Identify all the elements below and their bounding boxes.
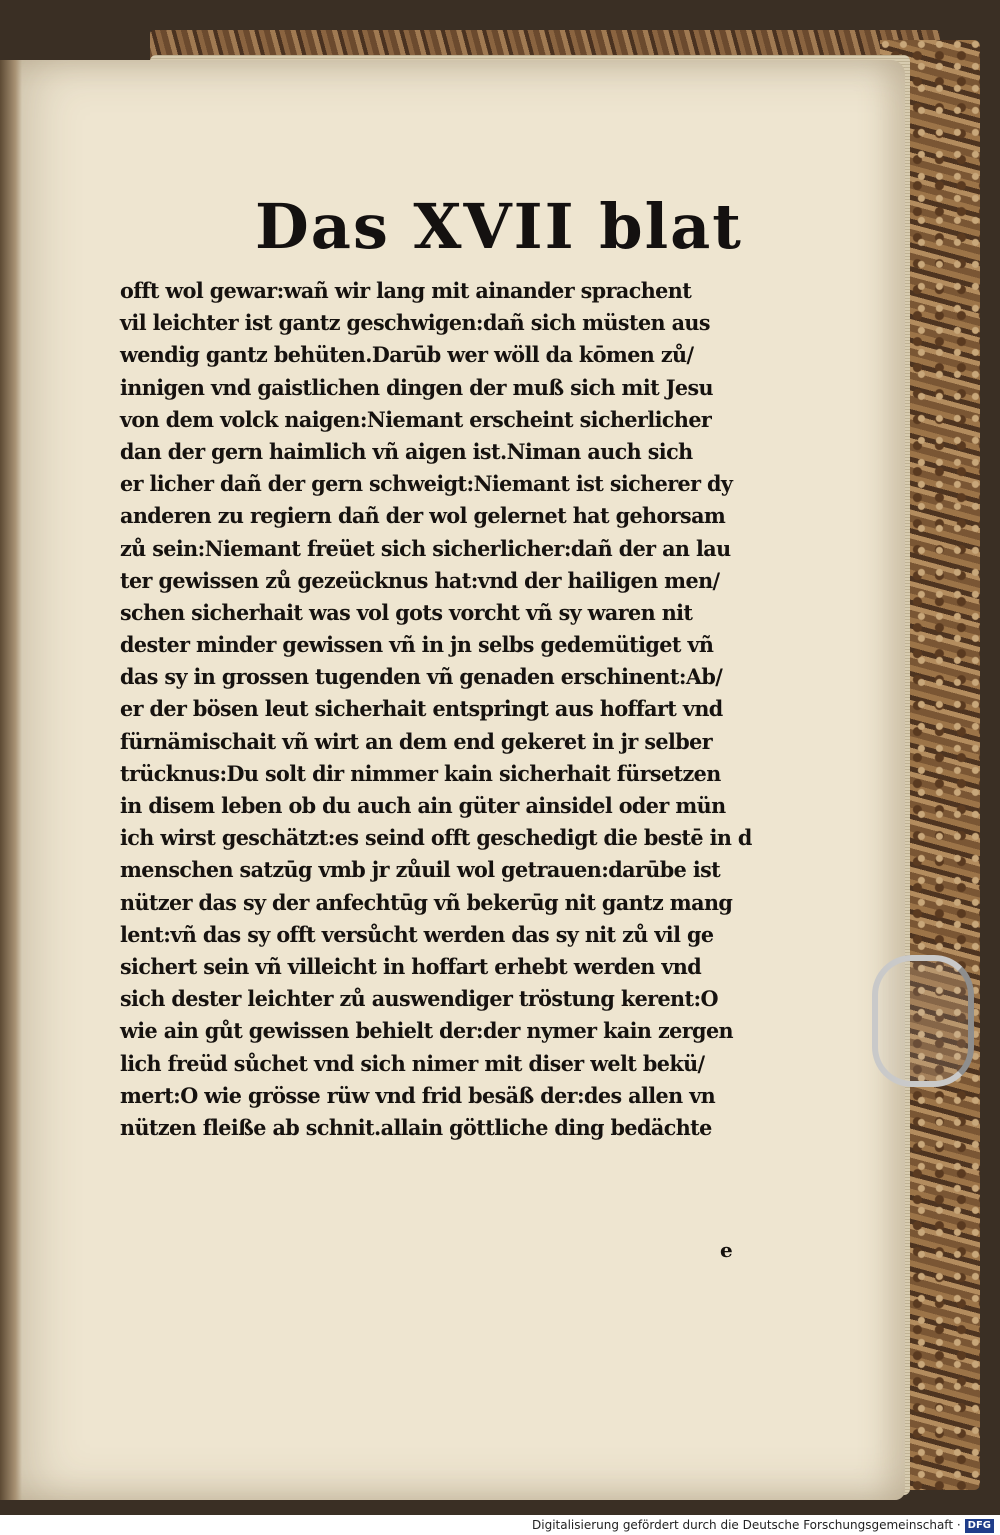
- paper-clip: [872, 955, 974, 1087]
- dfg-logo: DFG: [965, 1519, 994, 1533]
- text-line: er licher dañ der gern schweigt:Niemant ist sicherer dy: [120, 471, 733, 497]
- text-line: dester minder gewissen vñ in jn selbs gedemütiget vñ: [120, 632, 714, 658]
- text-line: innigen vnd gaistlichen dingen der muß sich mit Jesu: [120, 374, 714, 400]
- text-line: schen sicherhait was vol gots vorcht vñ sy waren nit: [120, 599, 693, 625]
- text-line: das sy in grossen tugenden vñ genaden erschinent:Ab/: [120, 664, 723, 690]
- text-line: wendig gantz behüten.Darūb wer wöll da kōmen zů/: [120, 342, 694, 368]
- text-line: nützer das sy der anfechtūg vñ bekerūg nit gantz mang: [120, 889, 733, 915]
- text-line: dan der gern haimlich vñ aigen ist.Niman auch sich: [120, 438, 693, 464]
- text-line: ich wirst geschätzt:es seind offt geschedigt die bestē in d: [120, 825, 752, 851]
- text-line: offt wol gewar:wañ wir lang mit ainander sprachent: [120, 278, 692, 303]
- text-line: lich freüd sůchet vnd sich nimer mit diser welt bekü/: [120, 1050, 705, 1076]
- text-line: von dem volck naigen:Niemant erscheint sicherlicher: [120, 406, 712, 432]
- text-line: lent:vñ das sy offt versůcht werden das sy nit zů vil ge: [120, 921, 714, 947]
- footer-credit: Digitalisierung gefördert durch die Deutsche Forschungsgemeinschaft ·: [532, 1518, 961, 1532]
- text-line: menschen satzūg vmb jr zůuil wol getrauen:darūbe ist: [120, 857, 721, 883]
- page-gutter: [0, 60, 22, 1500]
- text-line: fürnämischait vñ wirt an dem end gekeret in jr selber: [120, 728, 713, 754]
- text-line: sich dester leichter zů auswendiger tröstung kerent:O: [120, 986, 718, 1012]
- text-line: sichert sein vñ villeicht in hoffart erhebt werden vnd: [120, 953, 702, 979]
- text-line: zů sein:Niemant freüet sich sicherlicher:dañ der an lau: [120, 535, 731, 561]
- text-line: nützen fleiße ab schnit.allain göttliche ding bedächte: [120, 1114, 712, 1140]
- text-line: vil leichter ist gantz geschwigen:dañ sich müsten aus: [120, 310, 710, 336]
- text-line: ter gewissen zů gezeücknus hat:vnd der hailigen men/: [120, 567, 720, 593]
- text-line: er der bösen leut sicherhait entspringt aus hoffart vnd: [120, 696, 723, 722]
- running-head: Das XVII blat: [255, 190, 743, 263]
- text-line: wie ain gůt gewissen behielt der:der nymer kain zergen: [120, 1018, 733, 1044]
- text-block: [120, 275, 820, 1144]
- text-line: in disem leben ob du auch ain güter ainsidel oder mün: [120, 793, 726, 818]
- text-line: trücknus:Du solt dir nimmer kain sicherhait fürsetzen: [120, 760, 721, 786]
- catchword: e: [720, 1238, 733, 1262]
- footer: [0, 1515, 1000, 1535]
- text-line: anderen zu regiern dañ der wol gelernet hat gehorsam: [120, 503, 726, 529]
- text-line: mert:O wie grösse rüw vnd frid besäß der:des allen vn: [120, 1082, 716, 1108]
